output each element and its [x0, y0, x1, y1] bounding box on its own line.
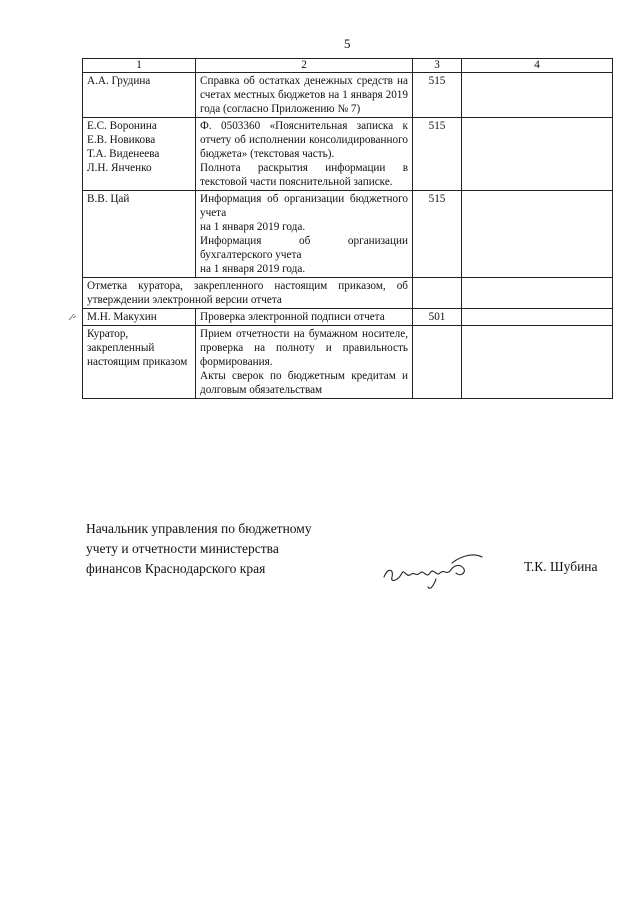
notes-cell: [462, 278, 613, 309]
description-text: Информация об организации бухгалтерского учета: [200, 235, 408, 261]
signatory-name: Т.К. Шубина: [524, 559, 598, 574]
person-name: Е.В. Новикова: [87, 134, 156, 146]
table-header-row: [83, 59, 613, 73]
description-text: Информация об организации бюджетного учета: [200, 193, 408, 219]
table-row: [83, 191, 613, 278]
report-table: [82, 58, 613, 399]
notes-cell: [462, 191, 613, 278]
persons-cell: [83, 73, 196, 118]
signatory-title: [86, 519, 386, 579]
notes-cell: [462, 118, 613, 191]
description-cell: [196, 191, 413, 278]
notes-cell: [462, 309, 613, 326]
table-row: [83, 73, 613, 118]
signatory-title-line: Начальник управления по бюджетному: [86, 521, 312, 536]
persons-cell: [83, 191, 196, 278]
description-cell: [196, 118, 413, 191]
description-text: на 1 января 2019 года.: [200, 263, 306, 275]
section-note: Отметка куратора, закрепленного настоящим приказом, об утверждении электронной версии отчета: [83, 278, 413, 309]
persons-cell: [83, 309, 196, 326]
notes-cell: [462, 326, 613, 399]
code-cell: 515: [413, 73, 462, 118]
code-cell: [413, 326, 462, 399]
handwritten-signature: [378, 543, 488, 593]
code-cell: [413, 278, 462, 309]
person-name: А.А. Грудина: [87, 75, 151, 87]
notes-cell: [462, 73, 613, 118]
description-cell: [196, 309, 413, 326]
description-text: на 1 января 2019 года.: [200, 221, 306, 233]
persons-cell: [83, 326, 196, 399]
person-name: М.Н. Макухин: [87, 311, 157, 323]
description-text: Проверка электронной подписи отчета: [200, 311, 385, 323]
description-cell: [196, 326, 413, 399]
signatory-title-line: учету и отчетности министерства: [86, 541, 279, 556]
header-cell: 2: [196, 59, 413, 73]
header-cell: 1: [83, 59, 196, 73]
header-cell: 3: [413, 59, 462, 73]
description-text: Ф. 0503360 «Пояснительная записка к отчету об исполнении консолидированного бюджета» (текстовая часть).: [200, 120, 408, 160]
person-name: Е.С. Воронина: [87, 120, 157, 132]
person-name: Куратор, закрепленный настоящим приказом: [87, 328, 188, 368]
table-row: [83, 326, 613, 399]
code-cell: 515: [413, 118, 462, 191]
persons-cell: [83, 118, 196, 191]
signatory-title-line: финансов Краснодарского края: [86, 561, 266, 576]
code-cell: 501: [413, 309, 462, 326]
header-cell: 4: [462, 59, 613, 73]
table-row: [83, 309, 613, 326]
description-text: Справка об остатках денежных средств на счетах местных бюджетов на 1 января 2019 года (согласно Приложению № 7): [200, 75, 408, 115]
description-text: Полнота раскрытия информации в текстовой части пояснительной записке.: [200, 162, 408, 188]
code-cell: 515: [413, 191, 462, 278]
person-name: В.В. Цай: [87, 193, 130, 205]
table-row: [83, 118, 613, 191]
description-text: Прием отчетности на бумажном носителе, проверка на полноту и правильность формирования.: [200, 328, 408, 368]
person-name: Л.Н. Янченко: [87, 162, 152, 174]
description-text: Акты сверок по бюджетным кредитам и долговым обязательствам: [200, 370, 408, 396]
section-note-row: [83, 278, 613, 309]
person-name: Т.А. Виденеева: [87, 148, 160, 160]
scan-mark: [68, 310, 78, 322]
description-cell: [196, 73, 413, 118]
